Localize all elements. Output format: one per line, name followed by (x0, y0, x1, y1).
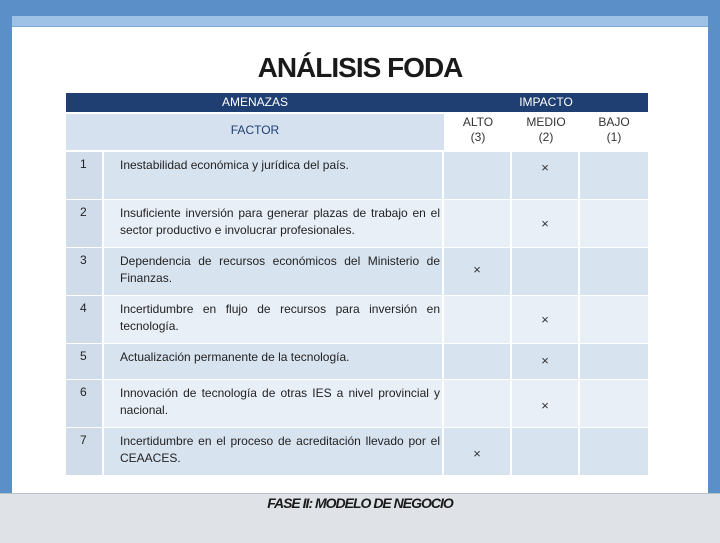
impact-cell-alto (442, 428, 508, 475)
row-factor-text: Dependencia de recursos económicos del Ministerio de Finanzas. (120, 254, 440, 285)
alto-value: (3) (470, 130, 486, 144)
impact-mark: × (541, 312, 549, 327)
impact-cell-bajo (578, 152, 644, 199)
impact-cell-alto (442, 200, 508, 247)
column-header-row (66, 114, 648, 150)
impact-cell-bajo (578, 380, 644, 427)
impact-cell-medio (510, 152, 576, 199)
row-factor-text: Insuficiente inversión para generar plazas de trabajo en el sector productivo e involucrar profesionales. (120, 206, 440, 237)
row-factor-text: Innovación de tecnología de otras IES a nivel provincial y nacional. (120, 386, 440, 417)
impact-cell-bajo (578, 200, 644, 247)
table-row (66, 200, 648, 247)
impacto-header: IMPACTO (444, 93, 648, 112)
row-factor-text: Inestabilidad económica y jurídica del país. (120, 158, 349, 172)
impact-cell-medio (510, 248, 576, 295)
impact-cell-medio (510, 428, 576, 475)
impact-cell-medio (510, 380, 576, 427)
footer-text: FASE II: MODELO DE NEGOCIO (267, 495, 453, 511)
row-number: 1 (66, 152, 104, 199)
impact-mark: × (541, 398, 549, 413)
impact-cell-bajo (578, 428, 644, 475)
impact-cell-bajo (578, 248, 644, 295)
impact-mark: × (541, 353, 549, 368)
impact-mark: × (473, 446, 481, 461)
table-row (66, 428, 648, 475)
table-row (66, 152, 648, 199)
impact-mark: × (473, 262, 481, 277)
bajo-value: (1) (606, 130, 622, 144)
impact-cell-bajo (578, 296, 644, 343)
bajo-label: BAJO (598, 115, 630, 129)
impact-cell-bajo (578, 344, 644, 379)
row-number: 2 (66, 200, 104, 247)
row-factor-text: Actualización permanente de la tecnología. (120, 350, 350, 364)
row-number: 4 (66, 296, 104, 343)
table-row (66, 248, 648, 295)
row-factor-text: Incertidumbre en el proceso de acreditación llevado por el CEAACES. (120, 434, 440, 465)
alto-label: ALTO (462, 115, 494, 129)
impact-cell-alto (442, 296, 508, 343)
top-strip (12, 16, 708, 27)
medio-label: MEDIO (526, 115, 566, 129)
table-row (66, 380, 648, 427)
impact-cell-alto (442, 152, 508, 199)
medio-value: (2) (538, 130, 554, 144)
factor-header: FACTOR (66, 114, 444, 150)
impact-cell-medio (510, 200, 576, 247)
row-number: 3 (66, 248, 104, 295)
row-number: 5 (66, 344, 104, 379)
page-title: ANÁLISIS FODA (257, 52, 463, 83)
medio-header (512, 114, 580, 145)
bajo-header (580, 114, 648, 145)
slide (12, 16, 708, 540)
alto-header (444, 114, 512, 145)
row-number: 6 (66, 380, 104, 427)
impact-cell-medio (510, 344, 576, 379)
table-row (66, 344, 648, 379)
row-factor-text: Incertidumbre en flujo de recursos para inversión en tecnología. (120, 302, 440, 333)
impact-cell-alto (442, 344, 508, 379)
impact-cell-alto (442, 248, 508, 295)
impact-mark: × (541, 216, 549, 231)
impact-mark: × (541, 160, 549, 175)
impact-cell-alto (442, 380, 508, 427)
row-number: 7 (66, 428, 104, 475)
table-row (66, 296, 648, 343)
amenazas-header: AMENAZAS (66, 93, 444, 112)
impact-cell-medio (510, 296, 576, 343)
